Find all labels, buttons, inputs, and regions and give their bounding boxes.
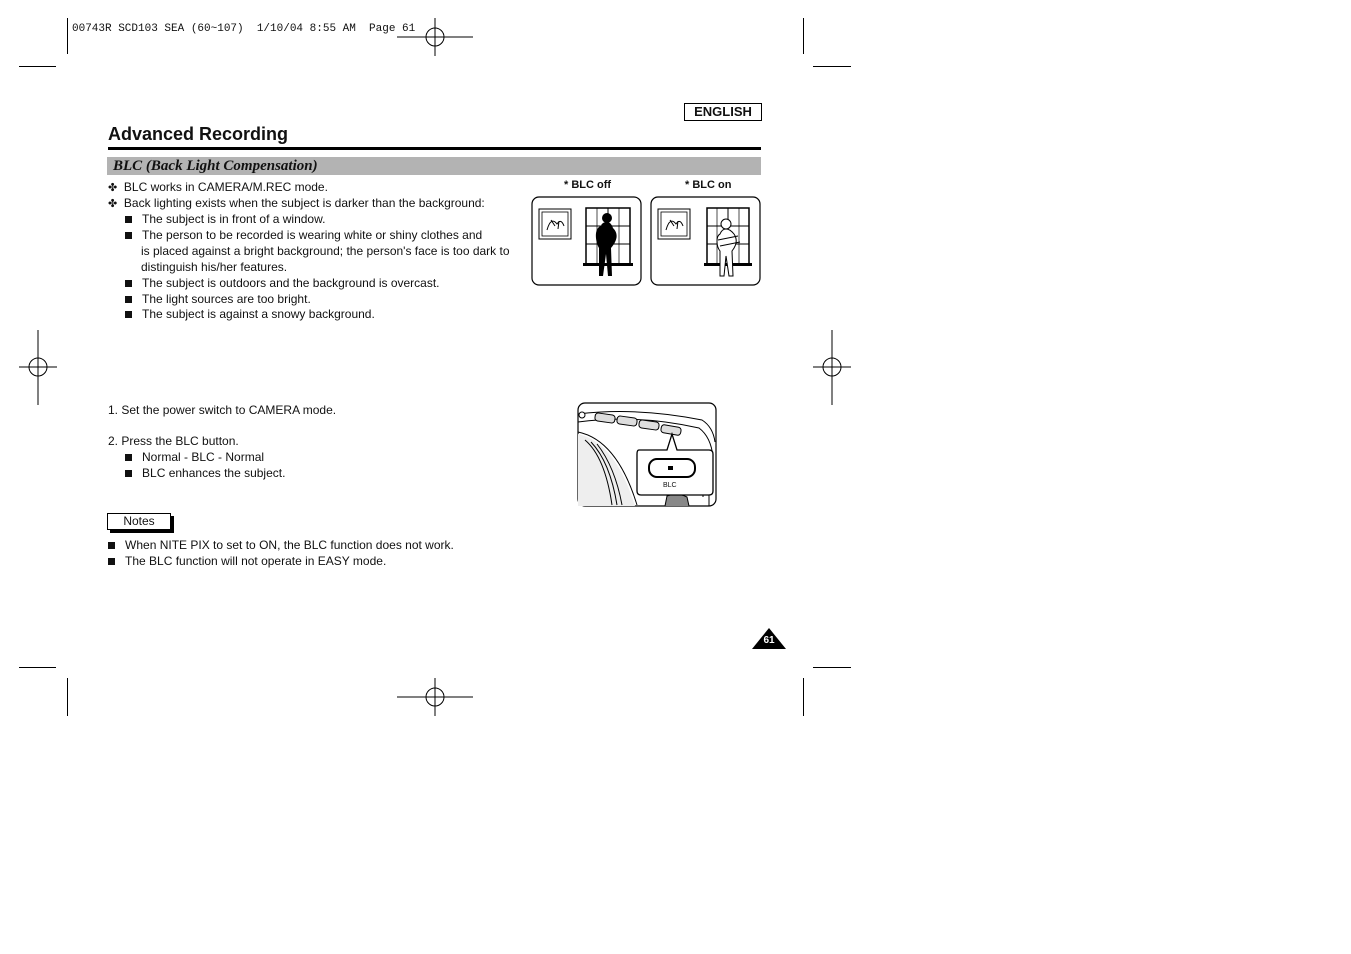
step-1: 1. Set the power switch to CAMERA mode. [108, 403, 337, 417]
camera-body-drawing [577, 402, 717, 507]
square-bullet-icon [125, 470, 132, 477]
cross-bullet-icon: ✤ [108, 198, 118, 210]
square-bullet-icon [125, 280, 132, 287]
square-bullet-icon [125, 311, 132, 318]
square-bullet-icon [125, 454, 132, 461]
intro-point-2: ✤ Back lighting exists when the subject is darker than the background: [108, 196, 485, 210]
square-bullet-icon [125, 232, 132, 239]
intro-bullet-cont: is placed against a bright background; the person's face is too dark to [141, 244, 510, 258]
page-number [752, 628, 786, 655]
square-bullet-icon [125, 296, 132, 303]
intro-bullet: The light sources are too bright. [125, 291, 311, 307]
intro-bullet-cont: distinguish his/her features. [141, 260, 288, 274]
page-number-text: 61 [763, 635, 775, 646]
section-title: BLC (Back Light Compensation) [113, 158, 318, 174]
notes-label: Notes [107, 513, 171, 530]
intro-bullet: The subject is against a snowy background. [125, 306, 375, 322]
camera-blc-button-illustration [577, 402, 717, 507]
step-bullet: BLC enhances the subject. [125, 465, 285, 481]
intro-bullet: The subject is outdoors and the background is overcast. [125, 275, 440, 291]
square-bullet-icon [108, 542, 115, 549]
step-bullet: Normal - BLC - Normal [125, 449, 264, 465]
square-bullet-icon [125, 216, 132, 223]
blc-on-label: * BLC on [685, 179, 732, 191]
page-title: Advanced Recording [108, 124, 289, 144]
print-header: 00743R SCD103 SEA (60~107) 1/10/04 8:55 AM Page 61 [72, 23, 416, 35]
blc-off-illustration [531, 196, 642, 286]
intro-point-1: ✤ BLC works in CAMERA/M.REC mode. [108, 180, 328, 194]
blc-on-illustration [650, 196, 761, 286]
language-badge: ENGLISH [684, 103, 762, 121]
step-2: 2. Press the BLC button. [108, 434, 239, 448]
cross-bullet-icon: ✤ [108, 182, 118, 194]
intro-bullet: The subject is in front of a window. [125, 211, 325, 227]
intro-bullet: The person to be recorded is wearing white or shiny clothes and [125, 227, 482, 243]
blc-off-label: * BLC off [564, 179, 612, 191]
note-item: When NITE PIX to set to ON, the BLC function does not work. [108, 537, 454, 553]
blc-button-label: BLC [663, 482, 677, 489]
note-item: The BLC function will not operate in EASY mode. [108, 553, 386, 569]
square-bullet-icon [108, 558, 115, 565]
title-rule [108, 147, 761, 150]
